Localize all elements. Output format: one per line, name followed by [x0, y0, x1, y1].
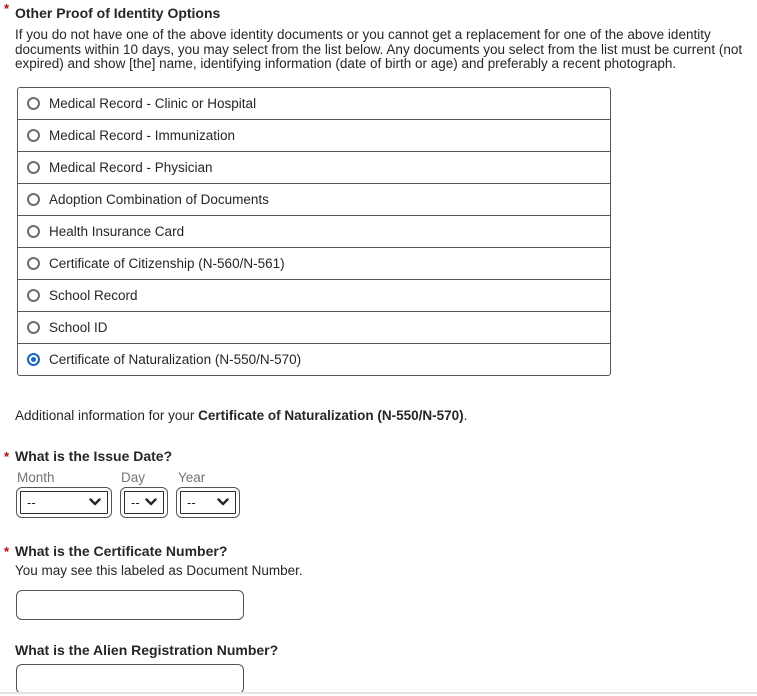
option-label: Adoption Combination of Documents — [49, 191, 269, 207]
issue-date-question — [4, 447, 757, 464]
option-row[interactable] — [18, 215, 610, 247]
option-label: Certificate of Naturalization (N-550/N-570) — [49, 351, 302, 367]
page-title-text: Other Proof of Identity Options — [15, 5, 221, 21]
required-asterisk: * — [4, 1, 10, 16]
option-label: School Record — [49, 287, 138, 303]
section-description: If you do not have one of the above identity documents or you cannot get a replacement for one of the above identity documents within 10 days, you may select from the list below. Any documents you select from the list must be current (not expired) and show [the] name, identifying information (date of birth or age) and preferably a recent photograph. — [15, 27, 743, 72]
radio-unselected-icon[interactable] — [27, 193, 40, 206]
chevron-down-icon — [217, 498, 229, 506]
identity-options-list — [17, 87, 611, 376]
option-row[interactable] — [18, 279, 610, 311]
radio-unselected-icon[interactable] — [27, 161, 40, 174]
option-row[interactable] — [18, 343, 610, 375]
day-select[interactable] — [124, 491, 164, 514]
month-select-value: -- — [27, 494, 36, 510]
year-select-value: -- — [187, 494, 196, 510]
certificate-number-question — [4, 542, 757, 559]
option-row[interactable] — [18, 183, 610, 215]
radio-unselected-icon[interactable] — [27, 97, 40, 110]
month-select[interactable] — [20, 491, 108, 514]
section-divider — [0, 692, 757, 694]
year-select[interactable] — [180, 491, 236, 514]
option-row[interactable] — [18, 151, 610, 183]
alien-registration-input[interactable] — [16, 664, 244, 694]
issue-date-question-text: What is the Issue Date? — [15, 447, 173, 464]
day-label: Day — [121, 469, 146, 485]
additional-info-suffix: . — [463, 407, 468, 423]
month-select-wrapper — [16, 487, 112, 518]
radio-unselected-icon[interactable] — [27, 225, 40, 238]
option-label: School ID — [49, 319, 108, 335]
date-field-labels — [17, 470, 757, 485]
required-asterisk: * — [4, 543, 10, 559]
option-row[interactable] — [18, 119, 610, 151]
radio-unselected-icon[interactable] — [27, 129, 40, 142]
option-label: Health Insurance Card — [49, 223, 185, 239]
selected-document-name: Certificate of Naturalization (N-550/N-570) — [198, 407, 464, 423]
issue-date-selects — [16, 487, 757, 518]
required-asterisk: * — [4, 448, 10, 464]
alien-registration-question — [15, 642, 757, 658]
day-select-wrapper — [120, 487, 168, 518]
chevron-down-icon — [89, 498, 101, 506]
alien-registration-question-text: What is the Alien Registration Number? — [15, 641, 279, 658]
year-label: Year — [178, 469, 206, 485]
option-label: Medical Record - Immunization — [49, 127, 236, 143]
option-label: Medical Record - Physician — [49, 159, 213, 175]
year-select-wrapper — [176, 487, 240, 518]
month-label: Month — [17, 469, 55, 485]
page-title — [4, 0, 757, 21]
day-select-value: -- — [131, 494, 140, 510]
radio-selected-icon[interactable] — [27, 353, 40, 366]
option-label: Medical Record - Clinic or Hospital — [49, 95, 257, 111]
option-row[interactable] — [18, 311, 610, 343]
option-label: Certificate of Citizenship (N-560/N-561) — [49, 255, 285, 271]
additional-info-text — [15, 408, 757, 423]
chevron-down-icon — [145, 498, 157, 506]
certificate-number-hint: You may see this labeled as Document Number. — [15, 562, 303, 578]
certificate-number-input[interactable] — [16, 590, 244, 620]
option-row[interactable] — [18, 247, 610, 279]
radio-unselected-icon[interactable] — [27, 321, 40, 334]
certificate-number-question-text: What is the Certificate Number? — [15, 542, 228, 559]
additional-info-prefix: Additional information for your — [15, 407, 199, 423]
option-row[interactable] — [18, 88, 610, 119]
radio-unselected-icon[interactable] — [27, 257, 40, 270]
radio-unselected-icon[interactable] — [27, 289, 40, 302]
